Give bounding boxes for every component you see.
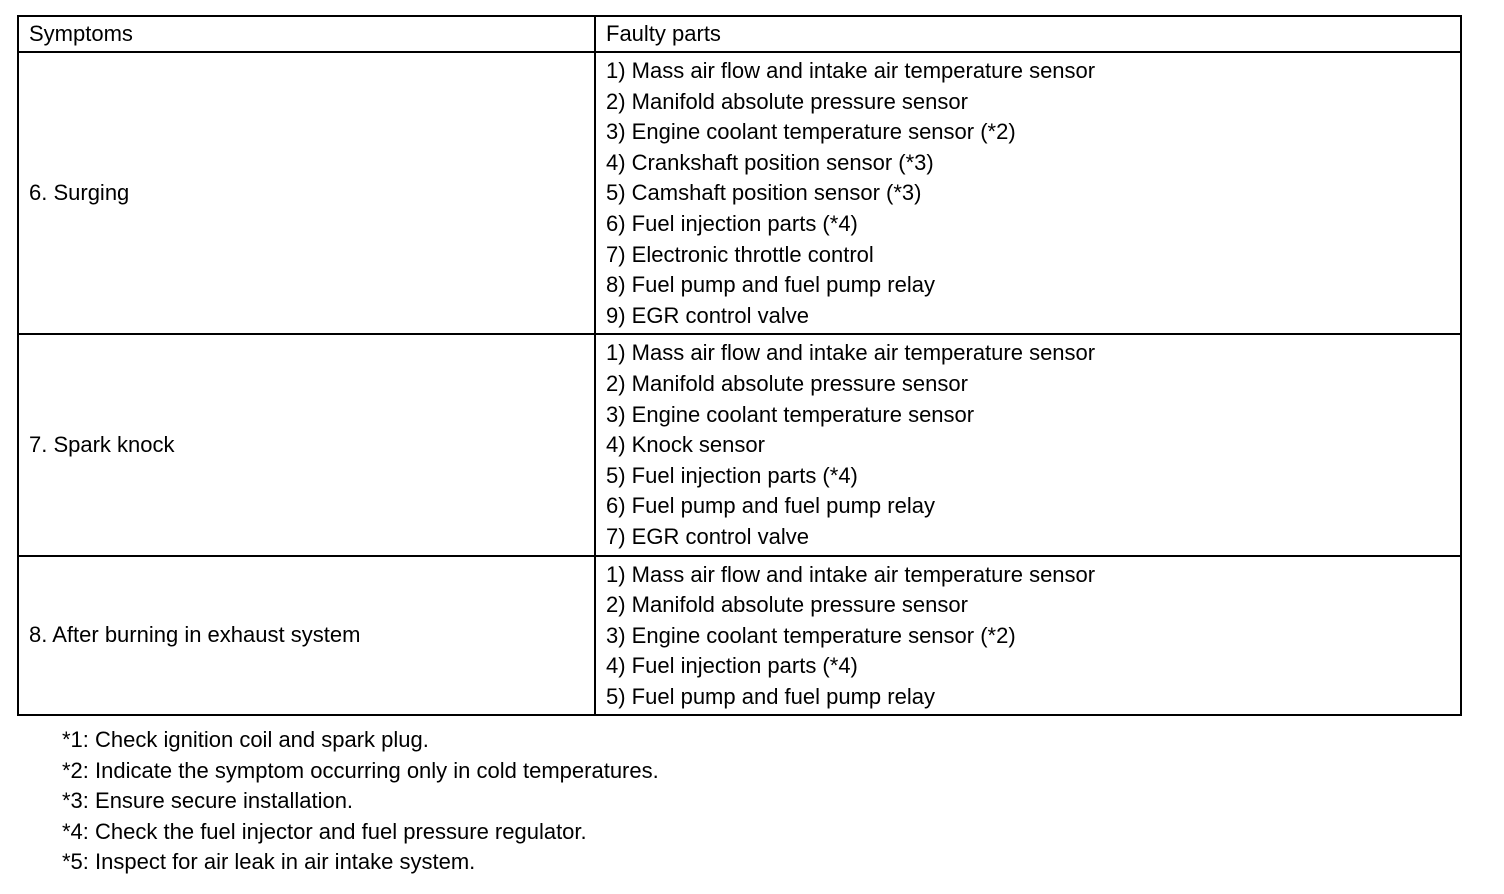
table-row [18,52,1461,334]
faulty-parts-cell [595,334,1461,555]
faulty-part-item: 1) Mass air flow and intake air temperature sensor [606,58,1096,83]
header-faulty-parts: Faulty parts [595,16,1461,52]
faulty-part-item: 3) Engine coolant temperature sensor (*2) [606,622,1016,648]
faulty-part-item: 2) Manifold absolute pressure sensor [606,370,968,396]
faulty-part-item: 2) Manifold absolute pressure sensor [606,88,968,114]
faulty-part-item: 7) Electronic throttle control [606,241,874,267]
faulty-parts-cell [595,556,1461,716]
footnote: *4: Check the fuel injector and fuel pressure regulator. [62,818,587,844]
faulty-part-item: 1) Mass air flow and intake air temperature sensor [606,340,1096,366]
footnote: *2: Indicate the symptom occurring only in cold temperatures. [62,757,659,783]
footnote: *5: Inspect for air leak in air intake system. [62,849,476,874]
symptoms-table [17,15,1462,716]
faulty-part-item: 8) Fuel pump and fuel pump relay [606,272,935,298]
faulty-part-item: 5) Fuel pump and fuel pump relay [606,683,935,709]
faulty-part-item: 6) Fuel pump and fuel pump relay [606,493,935,519]
footnote: *3: Ensure secure installation. [62,788,354,813]
faulty-part-item: 5) Fuel injection parts (*4) [606,462,858,488]
faulty-part-item: 2) Manifold absolute pressure sensor [606,592,968,618]
table-row [18,334,1461,555]
symptom-cell: 6. Surging [18,52,595,334]
faulty-part-item: 3) Engine coolant temperature sensor (*2) [606,119,1016,145]
footnote: *1: Check ignition coil and spark plug. [62,727,429,752]
faulty-part-item: 3) Engine coolant temperature sensor [606,401,975,427]
faulty-part-item: 1) Mass air flow and intake air temperature sensor [606,561,1096,587]
symptom-cell: 8. After burning in exhaust system [18,556,595,716]
header-symptoms: Symptoms [18,16,595,52]
table-header-row [18,16,1461,52]
faulty-part-item: 7) EGR control valve [606,523,809,549]
faulty-part-item: 9) EGR control valve [606,302,809,328]
symptom-cell: 7. Spark knock [18,334,595,555]
faulty-part-item: 6) Fuel injection parts (*4) [606,210,858,236]
faulty-part-item: 4) Knock sensor [606,432,765,458]
faulty-parts-cell [595,52,1461,334]
faulty-part-item: 5) Camshaft position sensor (*3) [606,180,922,206]
footnotes [62,725,659,878]
table-row [18,556,1461,716]
faulty-part-item: 4) Fuel injection parts (*4) [606,653,858,679]
faulty-part-item: 4) Crankshaft position sensor (*3) [606,149,934,175]
